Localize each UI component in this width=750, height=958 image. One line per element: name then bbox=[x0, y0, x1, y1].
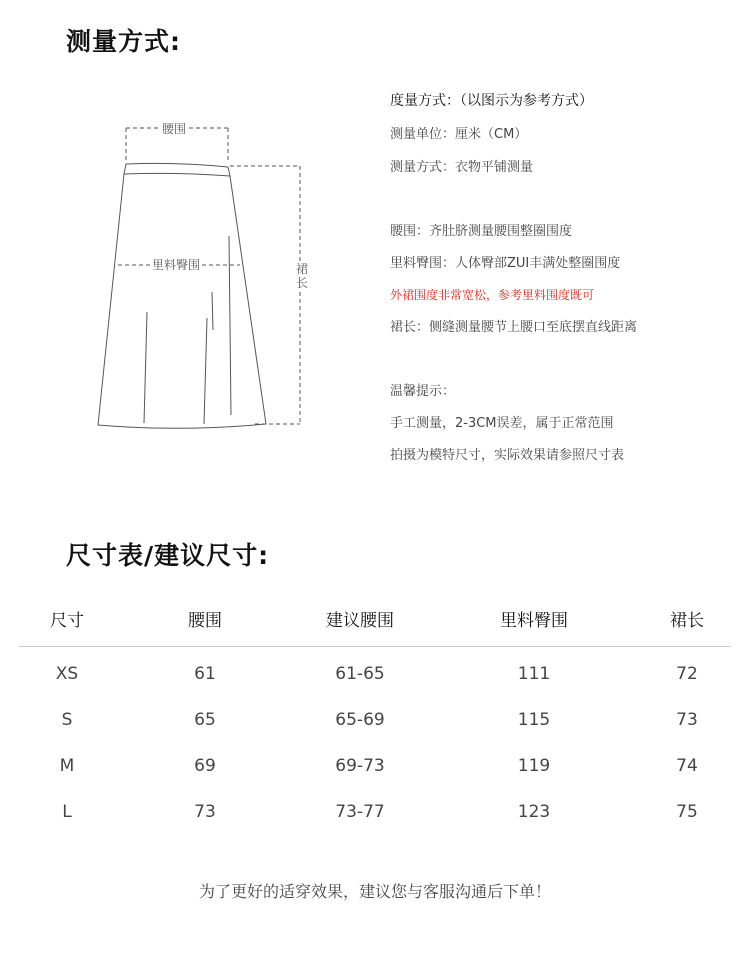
size-table bbox=[19, 590, 731, 835]
skirt-measurement-diagram bbox=[0, 0, 340, 450]
header-size: 尺寸 bbox=[50, 610, 84, 631]
table-row bbox=[19, 651, 731, 697]
table-row bbox=[19, 789, 731, 835]
length-label: 裙长 bbox=[293, 262, 311, 290]
tip-2: 拍摄为模特尺寸，实际效果请参照尺寸表 bbox=[390, 448, 625, 463]
header-suggested-waist: 建议腰围 bbox=[326, 610, 394, 631]
cell-waist: 69 bbox=[194, 756, 216, 776]
cell-hip: 119 bbox=[517, 756, 551, 776]
size-section-title: 尺寸表/建议尺寸: bbox=[66, 541, 270, 570]
cell-suggested-waist: 69-73 bbox=[335, 756, 385, 776]
cell-size: M bbox=[59, 756, 75, 776]
cell-suggested-waist: 73-77 bbox=[335, 802, 385, 822]
table-header-row bbox=[19, 590, 731, 647]
cell-hip: 115 bbox=[517, 710, 551, 730]
tip-1: 手工测量，2-3CM误差，属于正常范围 bbox=[390, 416, 614, 431]
cell-length: 74 bbox=[676, 756, 698, 776]
cell-length: 75 bbox=[676, 802, 698, 822]
method-header: 度量方式：（以图示为参考方式） bbox=[390, 93, 593, 109]
measure-section-title: 测量方式: bbox=[66, 27, 181, 56]
tips-title: 温馨提示： bbox=[390, 384, 456, 399]
table-row bbox=[19, 697, 731, 743]
hip-label: 里料臀围 bbox=[152, 258, 201, 272]
length-desc: 裙长：侧缝测量腰节上腰口至底摆直线距离 bbox=[390, 320, 638, 335]
cell-waist: 73 bbox=[194, 802, 216, 822]
method-text: 测量方式：衣物平铺测量 bbox=[390, 160, 534, 175]
cell-waist: 61 bbox=[194, 664, 216, 684]
cell-length: 72 bbox=[676, 664, 698, 684]
waist-desc: 腰围：齐肚脐测量腰围整圈围度 bbox=[390, 224, 573, 239]
cell-size: S bbox=[61, 710, 73, 730]
table-row bbox=[19, 743, 731, 789]
skirt-body bbox=[98, 174, 266, 428]
header-hip: 里料臀围 bbox=[500, 610, 568, 631]
hip-desc: 里料臀围：人体臀部ZUI丰满处整圈围度 bbox=[390, 256, 621, 271]
header-length: 裙长 bbox=[670, 610, 704, 631]
unit-text: 测量单位：厘米（CM） bbox=[390, 127, 528, 142]
cell-suggested-waist: 61-65 bbox=[335, 664, 385, 684]
footer-note: 为了更好的适穿效果，建议您与客服沟通后下单！ bbox=[198, 882, 551, 901]
cell-hip: 111 bbox=[517, 664, 551, 684]
cell-hip: 123 bbox=[517, 802, 551, 822]
header-waist: 腰围 bbox=[188, 610, 222, 631]
cell-waist: 65 bbox=[194, 710, 216, 730]
skirt-waistband bbox=[124, 163, 230, 176]
red-note: 外裙围度非常宽松，参考里料围度既可 bbox=[390, 288, 595, 302]
cell-suggested-waist: 65-69 bbox=[335, 710, 385, 730]
cell-size: L bbox=[62, 802, 72, 822]
cell-length: 73 bbox=[676, 710, 698, 730]
cell-size: XS bbox=[55, 664, 79, 684]
waist-label: 腰围 bbox=[162, 122, 187, 136]
